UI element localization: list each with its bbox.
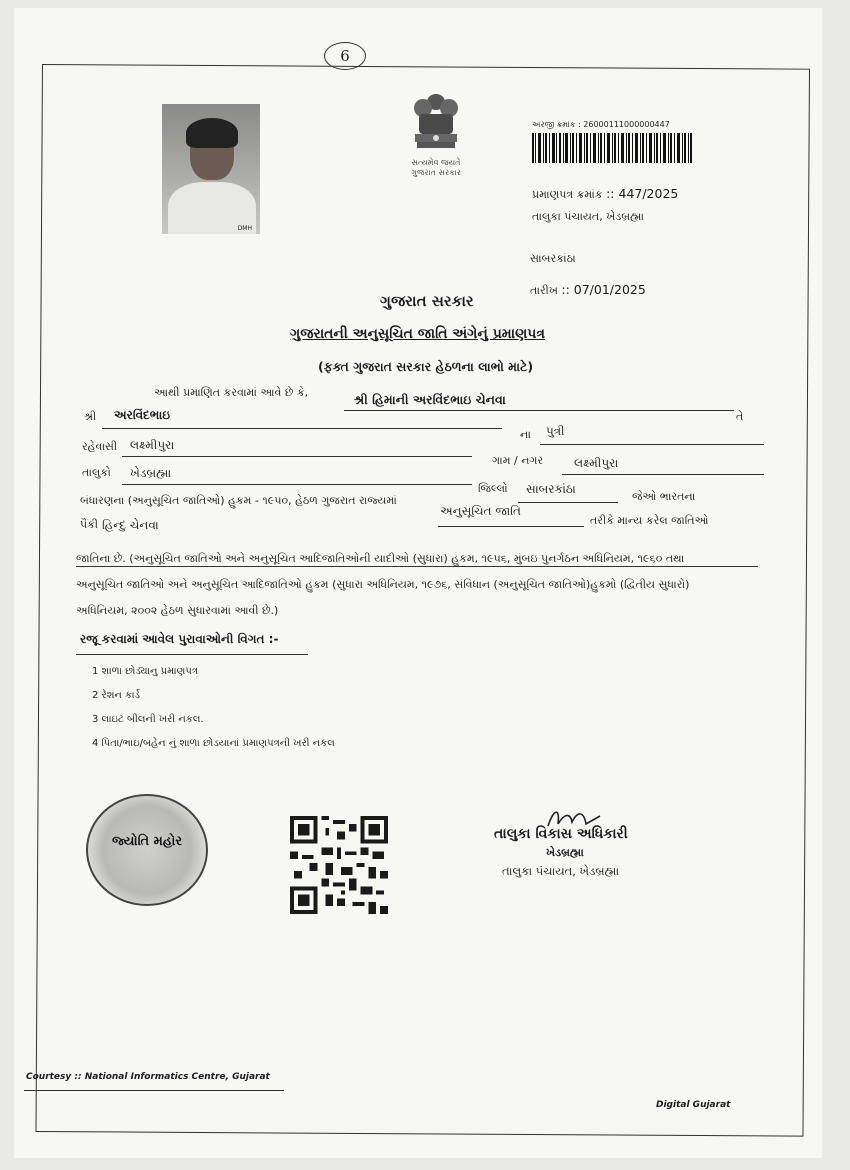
list-item: 2 રેશન કાર્ડ	[92, 690, 141, 701]
legal-paragraph-line2: અનુસૂચિત જાતિઓ અને અનુસૂચિત આદિજાતિઓ હુકમ (સુધારા અધિનિયમ, ૧૯૭૬, સંવિધાન (અનુસૂચિત જાતિઓ)હુકમો (દ્વિતીય સુધારો)	[76, 578, 690, 591]
legal-paragraph-line1: જાતિના છે. (અનુસૂચિત જાતિઓ અને અનુસૂચિત આદિજાતિઓની યાદીઓ (સુધારા) હુકમ, ૧૯૫૬, મુંબઇ પુનર્ગઠન અધિનિયમ, ૧૯૬૦ તથા	[76, 552, 685, 565]
national-emblem	[398, 92, 474, 190]
official-seal	[86, 794, 208, 906]
document-sheet	[14, 8, 822, 1158]
signatory-place: ખેડબ્રહ્મા	[546, 846, 584, 859]
lion-capital-icon	[407, 92, 465, 154]
village-label: ગામ / નગર	[492, 454, 544, 467]
applicant-photo	[162, 104, 260, 234]
list-item: 3 લાઇટ બીલની ખરી નકલ.	[92, 714, 204, 725]
resident-label: રહેવાસી	[82, 440, 118, 453]
father-name: અરવિંદભાઇ	[114, 408, 171, 422]
resident-value: લક્ષ્મીપુરા	[130, 438, 175, 452]
list-item: 4 પિતા/ભાઇ/બહેન નું શાળા છોડયાનાં પ્રમાણપત્રની ખરી નકલ	[92, 738, 335, 749]
te-text: તે	[736, 410, 744, 423]
district-value: સાબરકાંઠા	[526, 482, 576, 496]
recognized-text: તરીકે માન્ય કરેલ જાતિઓ	[590, 514, 709, 527]
certificate-number: :: 447/2025	[606, 186, 679, 201]
taluka-label: તાલુકો	[82, 466, 111, 479]
list-item: 1 શાળા છોડ્યાનુ પ્રમાણપત્ર	[92, 666, 198, 677]
document-title: ગુજરાતની અનુસૂચિત જાતિ અંગેનું પ્રમાણપત્ર	[290, 326, 546, 342]
courtesy-note: Courtesy :: National Informatics Centre, Gujarat	[26, 1072, 270, 1082]
shri-label: શ્રી	[84, 410, 97, 423]
date-label: તારીખ	[530, 284, 558, 297]
emblem-gov: ગુજરાત સરકાર	[411, 168, 461, 177]
date-row	[530, 282, 646, 298]
district-label: જિલ્લો	[478, 482, 508, 495]
document-subtitle: (ફક્ત ગુજરાત સરકાર હેઠળના લાભો માટે)	[318, 359, 534, 374]
legal-paragraph-line3: અધિનિયમ, ૨૦૦૨ હેઠળ સુધારવામાં આવી છે.)	[76, 604, 279, 617]
village-value: લક્ષ્મીપુરા	[574, 456, 619, 470]
bharat-text: જેઓ ભારતના	[632, 490, 696, 503]
issue-date: :: 07/01/2025	[561, 282, 646, 297]
barcode-icon	[532, 133, 692, 163]
na-text: ના	[520, 428, 531, 441]
certificate-number-label: પ્રમાણપત્ર ક્રમાંક	[532, 188, 603, 201]
issuing-office: તાલુકા પંચાયત, ખેડબ્રહ્મા	[532, 210, 644, 223]
caste-category: અનુસૂચિત જાતિ	[440, 504, 521, 518]
barcode-block	[532, 120, 712, 167]
gov-title: ગુજરાત સરકાર	[380, 292, 474, 310]
seal-text: જ્યોતિ મહોર	[111, 834, 183, 849]
caste-name: હિન્દુ ચેનવા	[102, 518, 159, 532]
constitution-text: બંધારણના (અનુસૂચિત જાતિઓ) હુકમ - ૧૯૫૦, હેઠળ ગુજરાત રાજ્યમાં	[80, 494, 397, 507]
page-number: 6	[324, 42, 366, 70]
emblem-motto: સત્યમેવ જયતે	[411, 158, 461, 167]
signatory-office: તાલુકા પંચાયત, ખેડબ્રહ્મા	[502, 864, 620, 878]
signatory-title: તાલુકા વિકાસ અધિકારી	[494, 826, 628, 842]
applicant-name: શ્રી હિમાની અરવિંદભાઇ ચેનવા	[354, 392, 506, 407]
among-label: પૈકી	[80, 518, 99, 531]
application-number: અરજી ક્રમાંક : 26000111000000447	[532, 120, 670, 129]
certificate-number-row	[532, 186, 678, 202]
qr-code-icon	[290, 814, 388, 916]
documents-heading: રજૂ કરવામાં આવેલ પુરાવાઓની વિગત :-	[80, 632, 279, 646]
taluka-value: ખેડબ્રહ્મા	[130, 466, 172, 480]
photo-stamp: DMH	[237, 225, 252, 232]
documents-list	[92, 660, 335, 756]
certificate-frame	[35, 64, 810, 1137]
digital-gujarat-label: Digital Gujarat	[656, 1100, 731, 1110]
relation: પુત્રી	[546, 424, 565, 438]
certification-intro: આથી પ્રમાણિત કરવામાં આવે છે કે,	[154, 386, 309, 399]
district-header: સાબરકાંઠા	[530, 252, 576, 265]
